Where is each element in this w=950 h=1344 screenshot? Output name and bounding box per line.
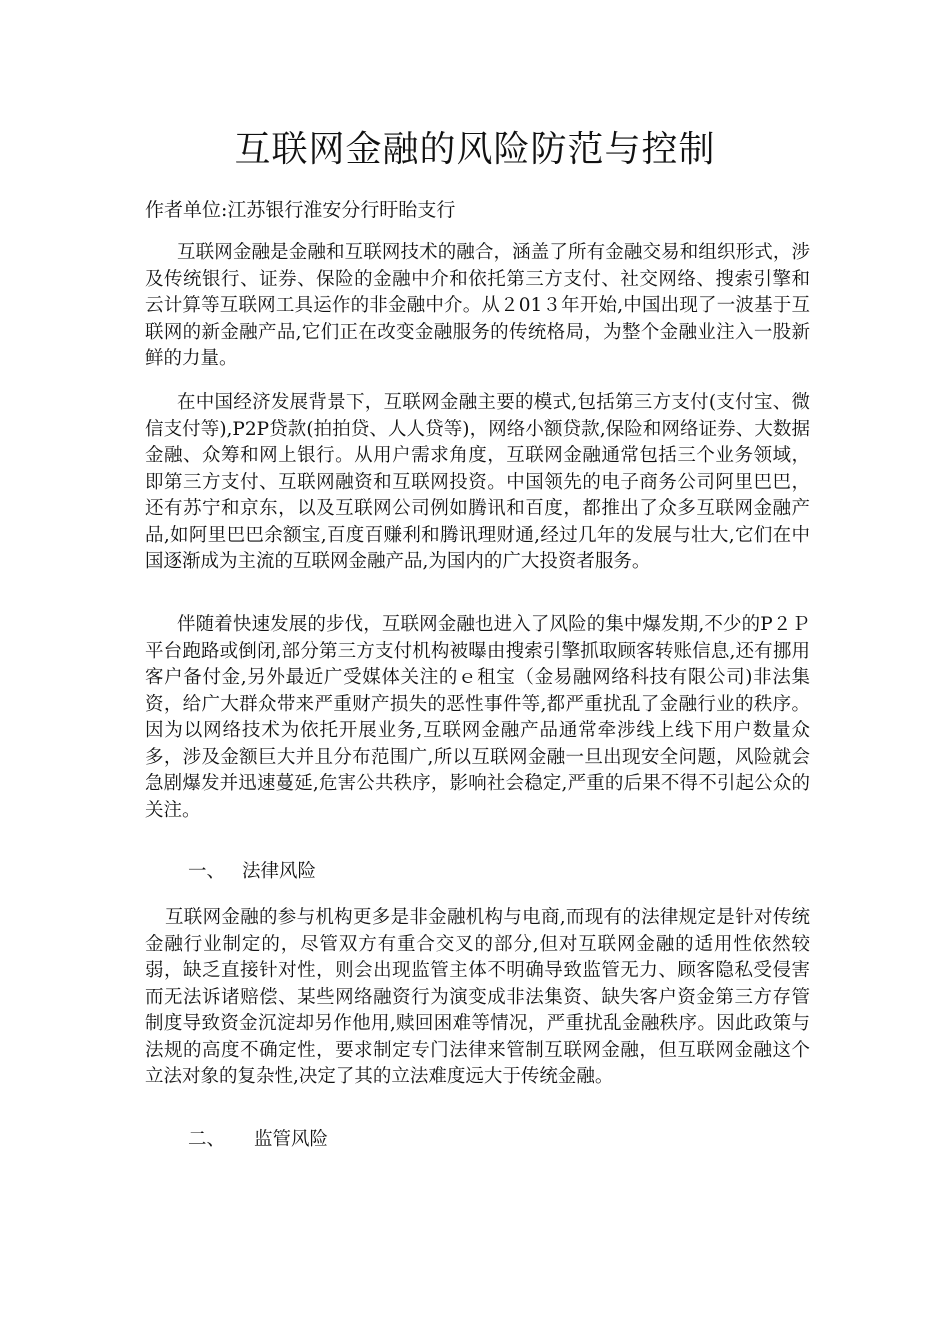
paragraph-risk-outbreak: 伴随着快速发展的步伐，互联网金融也进入了风险的集中爆发期,不少的P２Ｐ平台跑路或倒闭,部分第三方支付机构被曝由搜索引擎抓取顾客转账信息,还有挪用客户备付金,另外最近广受媒体关注的ｅ租宝（金易融网络科技有限公司)非法集资，给广大群众带来严重财产损失的恶性事件等,都严重扰乱了金融行业的秩序。因为以网络技术为依托开展业务,互联网金融产品通常牵涉线上线下用户数量众多，涉及金额巨大并且分布范围广,所以互联网金融一旦出现安全问题，风险就会急剧爆发并迅速蔓延,危害公共秩序，影响社会稳定,严重的后果不得不引起公众的关注。 bbox=[145, 614, 810, 821]
section-number: 一、 bbox=[188, 861, 226, 882]
paragraph-intro: 互联网金融是金融和互联网技术的融合，涵盖了所有金融交易和组织形式，涉及传统银行、证券、保险的金融中介和依托第三方支付、社交网络、搜索引擎和云计算等互联网工具运作的非金融中介。从２01３年开始,中国出现了一波基于互联网的新金融产品,它们正在改变金融服务的传统格局，为整个金融业注入一股新鲜的力量。 bbox=[145, 242, 810, 369]
section-heading-legal-risk bbox=[188, 858, 316, 886]
author-line: 作者单位:江苏银行淮安分行盱眙支行 bbox=[145, 199, 456, 221]
paragraph-legal-risk: 互联网金融的参与机构更多是非金融机构与电商,而现有的法律规定是针对传统金融行业制定的，尽管双方有重合交叉的部分,但对互联网金融的适用性依然较弱，缺乏直接针对性，则会出现监管主体不明确导致监管无力、顾客隐私受侵害而无法诉诸赔偿、某些网络融资行为演变成非法集资、缺失客户资金第三方存管制度导致资金沉淀却另作他用,赎回困难等情况，严重扰乱金融秩序。因此政策与法规的高度不确定性，要求制定专门法律来管制互联网金融，但互联网金融这个立法对象的复杂性,决定了其的立法难度远大于传统金融。 bbox=[145, 907, 810, 1087]
section-heading-regulatory-risk bbox=[188, 1126, 328, 1154]
document-title: 互联网金融的风险防范与控制 bbox=[234, 129, 716, 170]
section-number: 二、 bbox=[188, 1129, 226, 1150]
paragraph-models: 在中国经济发展背景下，互联网金融主要的模式,包括第三方支付(支付宝、微信支付等),P2P贷款(拍拍贷、人人贷等)，网络小额贷款,保险和网络证券、大数据金融、众筹和网上银行。从用户需求角度，互联网金融通常包括三个业务领域，即第三方支付、互联网融资和互联网投资。中国领先的电子商务公司阿里巴巴，还有苏宁和京东，以及互联网公司例如腾讯和百度，都推出了众多互联网金融产品,如阿里巴巴余额宝,百度百赚利和腾讯理财通,经过几年的发展与壮大,它们在中国逐渐成为主流的互联网金融产品,为国内的广大投资者服务。 bbox=[145, 392, 810, 572]
section-title: 监管风险 bbox=[254, 1129, 329, 1150]
section-title: 法律风险 bbox=[242, 861, 317, 882]
